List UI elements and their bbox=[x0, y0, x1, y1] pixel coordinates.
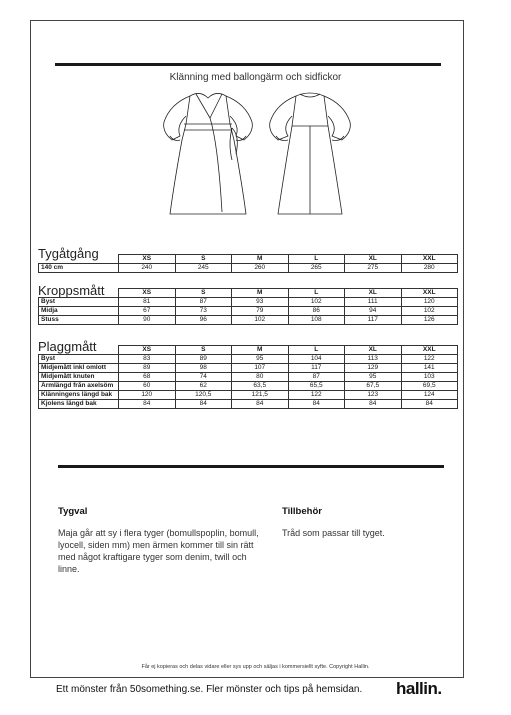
dress-back-view bbox=[270, 93, 351, 214]
table-cell: 102 bbox=[232, 316, 289, 325]
table-cell: 89 bbox=[175, 355, 232, 364]
row-label: Stuss bbox=[39, 316, 119, 325]
size-header: XS bbox=[119, 289, 176, 298]
table-cell: 122 bbox=[288, 391, 345, 400]
table-cell: 95 bbox=[345, 373, 402, 382]
row-label: Midjemått knuten bbox=[39, 373, 119, 382]
row-label: Klänningens längd bak bbox=[39, 391, 119, 400]
size-header: S bbox=[175, 255, 232, 264]
table-cell: 117 bbox=[288, 364, 345, 373]
size-header: XXL bbox=[401, 289, 458, 298]
dress-front-view bbox=[164, 93, 253, 214]
table-corner bbox=[39, 289, 119, 298]
table-cell: 80 bbox=[232, 373, 289, 382]
table-cell: 79 bbox=[232, 307, 289, 316]
table-cell: 121,5 bbox=[232, 391, 289, 400]
table-cell: 126 bbox=[401, 316, 458, 325]
table-row bbox=[39, 264, 458, 273]
table-cell: 123 bbox=[345, 391, 402, 400]
table-cell: 73 bbox=[175, 307, 232, 316]
table-cell: 111 bbox=[345, 298, 402, 307]
table-cell: 102 bbox=[401, 307, 458, 316]
size-header: XS bbox=[119, 255, 176, 264]
table-cell: 84 bbox=[345, 400, 402, 409]
size-header: XS bbox=[119, 346, 176, 355]
table-cell: 83 bbox=[119, 355, 176, 364]
tygval-title: Tygval bbox=[58, 506, 88, 517]
table-header-row bbox=[39, 289, 458, 298]
table-cell: 103 bbox=[401, 373, 458, 382]
table-cell: 84 bbox=[119, 400, 176, 409]
table-cell: 67 bbox=[119, 307, 176, 316]
table-cell: 65,5 bbox=[288, 382, 345, 391]
table-cell: 245 bbox=[175, 264, 232, 273]
table-cell: 87 bbox=[288, 373, 345, 382]
copyright-notice: Får ej kopieras och delas vidare eller sys upp och säljas i kommersiellt syfte. Copyright Hallin. bbox=[141, 664, 370, 670]
dress-illustration bbox=[150, 84, 360, 220]
table-cell: 113 bbox=[345, 355, 402, 364]
kroppsmatt-table bbox=[38, 288, 458, 325]
tillbehor-title: Tillbehör bbox=[282, 506, 322, 517]
top-rule bbox=[55, 63, 441, 66]
footer-text: Ett mönster från 50something.se. Fler mönster och tips på hemsidan. bbox=[56, 684, 363, 695]
size-header: M bbox=[232, 289, 289, 298]
table-header-row bbox=[39, 255, 458, 264]
table-cell: 98 bbox=[175, 364, 232, 373]
size-header: XXL bbox=[401, 346, 458, 355]
dress-title: Klänning med ballongärm och sidfickor bbox=[169, 72, 342, 83]
table-cell: 129 bbox=[345, 364, 402, 373]
size-header: L bbox=[288, 255, 345, 264]
table-cell: 280 bbox=[401, 264, 458, 273]
table-corner bbox=[39, 346, 119, 355]
row-label: Midja bbox=[39, 307, 119, 316]
section-title-plaggmatt: Plaggmått bbox=[38, 339, 97, 354]
table-row bbox=[39, 382, 458, 391]
table-cell: 117 bbox=[345, 316, 402, 325]
table-cell: 89 bbox=[119, 364, 176, 373]
size-header: M bbox=[232, 346, 289, 355]
table-row bbox=[39, 316, 458, 325]
table-cell: 260 bbox=[232, 264, 289, 273]
table-cell: 96 bbox=[175, 316, 232, 325]
table-cell: 120 bbox=[401, 298, 458, 307]
table-cell: 275 bbox=[345, 264, 402, 273]
size-header: XXL bbox=[401, 255, 458, 264]
table-cell: 84 bbox=[175, 400, 232, 409]
tillbehor-text: Tråd som passar till tyget. bbox=[282, 528, 385, 538]
row-label: Midjemått inkl omlott bbox=[39, 364, 119, 373]
tygval-text: Maja går att sy i flera tyger (bomullspoplin, bomull, lyocell, siden mm) men ärmen kommer till sin rätt med något kraftigare tyger som denim, twill och linne. bbox=[58, 528, 259, 574]
table-cell: 84 bbox=[232, 400, 289, 409]
size-header: M bbox=[232, 255, 289, 264]
table-cell: 124 bbox=[401, 391, 458, 400]
table-cell: 94 bbox=[345, 307, 402, 316]
size-header: L bbox=[288, 346, 345, 355]
table-corner bbox=[39, 255, 119, 264]
size-header: L bbox=[288, 289, 345, 298]
row-label: 140 cm bbox=[39, 264, 119, 273]
size-header: S bbox=[175, 289, 232, 298]
table-row bbox=[39, 364, 458, 373]
table-row bbox=[39, 298, 458, 307]
row-label: Ärmlängd från axelsöm bbox=[39, 382, 119, 391]
table-cell: 84 bbox=[288, 400, 345, 409]
table-cell: 86 bbox=[288, 307, 345, 316]
tygatgang-table bbox=[38, 254, 458, 273]
table-cell: 95 bbox=[232, 355, 289, 364]
table-cell: 90 bbox=[119, 316, 176, 325]
table-cell: 102 bbox=[288, 298, 345, 307]
table-cell: 69,5 bbox=[401, 382, 458, 391]
table-cell: 67,5 bbox=[345, 382, 402, 391]
table-cell: 107 bbox=[232, 364, 289, 373]
table-cell: 60 bbox=[119, 382, 176, 391]
size-header: XL bbox=[345, 255, 402, 264]
table-cell: 265 bbox=[288, 264, 345, 273]
table-cell: 84 bbox=[401, 400, 458, 409]
table-cell: 122 bbox=[401, 355, 458, 364]
table-cell: 120 bbox=[119, 391, 176, 400]
table-row bbox=[39, 355, 458, 364]
row-label: Byst bbox=[39, 355, 119, 364]
table-cell: 68 bbox=[119, 373, 176, 382]
size-header: XL bbox=[345, 346, 402, 355]
section-title-kroppsmatt: Kroppsmått bbox=[38, 283, 105, 298]
table-cell: 62 bbox=[175, 382, 232, 391]
size-header: S bbox=[175, 346, 232, 355]
table-header-row bbox=[39, 346, 458, 355]
brand-logo: hallin. bbox=[396, 679, 442, 698]
row-label: Kjolens längd bak bbox=[39, 400, 119, 409]
table-cell: 108 bbox=[288, 316, 345, 325]
table-cell: 141 bbox=[401, 364, 458, 373]
middle-rule bbox=[58, 465, 444, 468]
table-cell: 93 bbox=[232, 298, 289, 307]
table-row bbox=[39, 373, 458, 382]
table-row bbox=[39, 391, 458, 400]
table-cell: 120,5 bbox=[175, 391, 232, 400]
table-cell: 240 bbox=[119, 264, 176, 273]
table-row bbox=[39, 400, 458, 409]
table-cell: 74 bbox=[175, 373, 232, 382]
size-header: XL bbox=[345, 289, 402, 298]
row-label: Byst bbox=[39, 298, 119, 307]
plaggmatt-table bbox=[38, 345, 458, 409]
table-cell: 63,5 bbox=[232, 382, 289, 391]
table-cell: 104 bbox=[288, 355, 345, 364]
table-cell: 81 bbox=[119, 298, 176, 307]
table-cell: 87 bbox=[175, 298, 232, 307]
table-row bbox=[39, 307, 458, 316]
section-title-tygatgang: Tygåtgång bbox=[38, 246, 99, 261]
